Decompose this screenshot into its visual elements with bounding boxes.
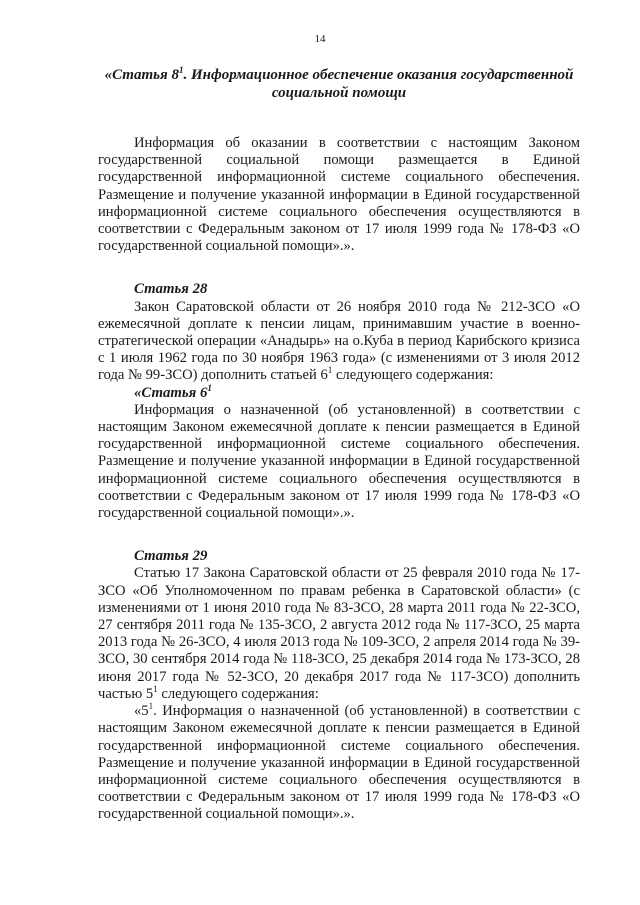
article-6-1-title xyxy=(98,382,580,402)
article-28-intro xyxy=(98,299,580,385)
article-29-intro-tail: следующего содержания: xyxy=(157,685,319,702)
article-29-intro-text: Статью 17 Закона Саратовской области от 25 февраля 2010 года № 17-ЗСО «Об Уполномоченном по правам ребенка в Саратовской области» (с изменениями от 1 июня 2010 года № 83-ЗСО, 28 марта 2011 года № 22-ЗСО, 27 сентября 2011 года № 135-ЗСО, 2 августа 2012 года № 117-ЗСО, 25 марта 2013 года № 26-ЗСО, 4 июля 2013 года № 109-ЗСО, 2 апреля 2014 года № 39-ЗСО, 30 сентября 2014 года № 118-ЗСО, 25 декабря 2014 года № 173-ЗСО, 28 июня 2017 года № 52-ЗСО, 20 декабря 2017 года № 117-ЗСО) дополнить частью 5 xyxy=(98,565,580,702)
heading-prefix: «Статья 8 xyxy=(104,67,179,83)
part-5-1-sup: 1 xyxy=(148,701,154,712)
part-5-1-prefix: «5 xyxy=(134,703,149,720)
page-number: 14 xyxy=(314,33,326,45)
article-28-title: Статья 28 xyxy=(134,281,208,298)
article-8-1-heading-line1 xyxy=(98,66,580,84)
article-6-1-title-sup: 1 xyxy=(207,382,212,393)
heading-rest: . Информационное обеспечение оказания государственной xyxy=(183,67,574,83)
article-29-intro xyxy=(98,565,580,703)
heading-sup: 1 xyxy=(178,65,184,75)
article-28-intro-sup: 1 xyxy=(327,365,333,376)
article-29-title: Статья 29 xyxy=(134,548,208,565)
document-body xyxy=(98,66,580,824)
article-28-intro-tail: следующего содержания: xyxy=(332,367,494,384)
article-28-intro-text: Закон Саратовской области от 26 ноября 2010 года № 212-ЗСО «О ежемесячной доплате к пенсии лицам, принимавшим участие в военно-стратегической операции «Анадырь» на о.Куба в период Карибского кризиса с 1 июля 1962 года по 30 ноября 1963 года» (с изменениями от 3 июля 2012 года № 99-ЗСО) дополнить статьей 6 xyxy=(98,298,580,384)
part-5-1-text: . Информация о назначенной (об установленной) в соответствии с настоящим Законом ежемесячной доплате к пенсии размещается в Единой государственной информационной системе социального обеспечения. Размещение и получение указанной информации в Единой государственной информационной системе социального обеспечения осуществляются в соответствии с Федеральным законом от 17 июля 1999 года № 178-ФЗ «О государственной социальной помощи».». xyxy=(98,703,580,823)
article-29-intro-sup: 1 xyxy=(153,684,158,695)
article-6-1-title-text: «Статья 6 xyxy=(134,384,208,401)
article-6-1-paragraph: Информация о назначенной (об установленной) в соответствии с настоящим Законом ежемесячной доплате к пенсии размещается в Единой государственной информационной системе социального обеспечения. Размещение и получение указанной информации в Единой государственной информационной системе социального обеспечения осуществляются в соответствии с Федеральным законом от 17 июля 1999 года № 178-ФЗ «О государственной социальной помощи».». xyxy=(98,401,580,522)
article-8-1-paragraph: Информация об оказании в соответствии с настоящим Законом государственной социальной помощи размещается в Единой государственной информационной системе социального обеспечения. Размещение и получение указанной информации в Единой государственной информационной системе социального обеспечения осуществляются в соответствии с Федеральным законом от 17 июля 1999 года № 178-ФЗ «О государственной социальной помощи».». xyxy=(98,135,580,255)
article-29-part-5-1 xyxy=(98,703,580,823)
article-8-1-heading xyxy=(98,66,580,102)
article-8-1-heading-line2: социальной помощи xyxy=(271,85,407,101)
